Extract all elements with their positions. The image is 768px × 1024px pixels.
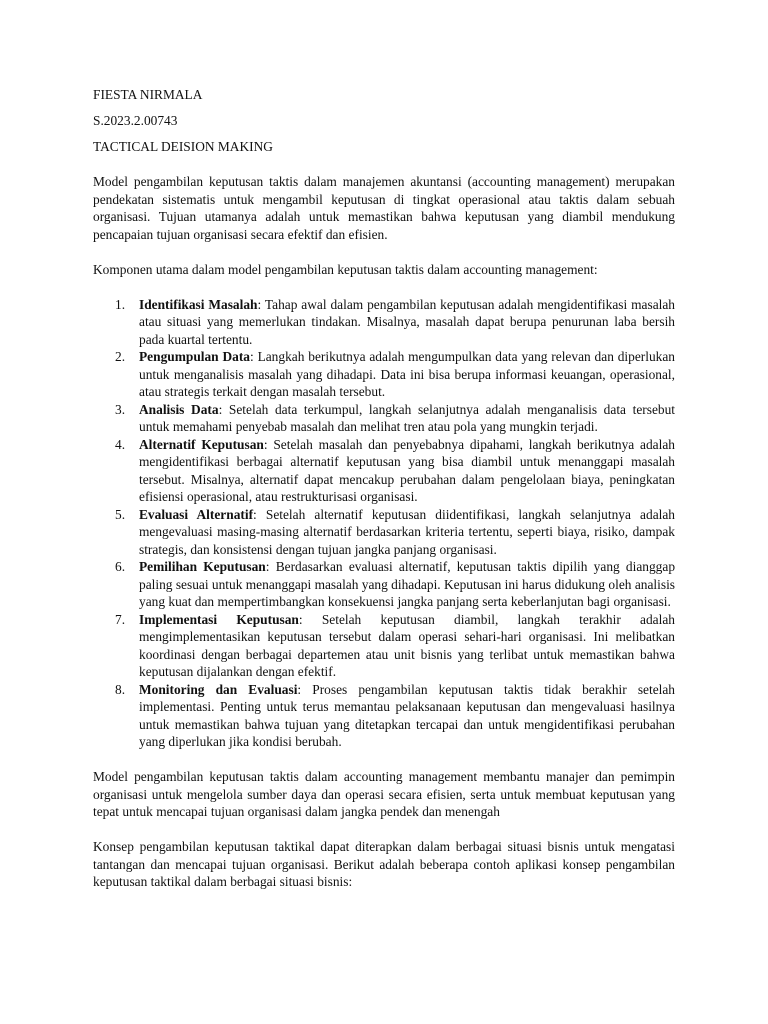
steps-list [93, 296, 675, 751]
intro-paragraph: Model pengambilan keputusan taktis dalam manajemen akuntansi (accounting management) merupakan pendekatan sistematis untuk mengambil keputusan di tingkat operasional atau taktis dalam sebuah organisasi. Tujuan utamanya adalah untuk memastikan bahwa keputusan yang diambil mendukung pencapaian tujuan organisasi secara efektif dan efisien. [93, 174, 675, 242]
document-page [93, 86, 675, 891]
document-title: TACTICAL DEISION MAKING [93, 139, 273, 154]
list-item-number: 8. [115, 681, 126, 697]
list-item-number: 4. [115, 436, 126, 452]
list-item-number: 6. [115, 559, 126, 574]
list-item-text: : Setelah masalah dan penyebabnya dipahami, langkah berikutnya adalah mengidentifikasi berbagai alternatif keputusan yang bisa diambil untuk menanggapi masalah tersebut. Misalnya, alternatif dapat mencakup perubahan dalam pengelolaan biaya, peningkatan efisiensi operasional, atau restrukturisasi organisasi. [139, 436, 675, 504]
student-id: S.2023.2.00743 [93, 113, 178, 128]
list-item [93, 296, 675, 349]
list-item-term: Evaluasi Alternatif [139, 506, 254, 522]
list-item-text: : Setelah keputusan diambil, langkah terakhir adalah mengimplementasikan keputusan tersebut dalam operasi sehari-hari organisasi. Ini melibatkan koordinasi dengan berbagai departemen atau unit bisnis yang terlibat untuk memastikan bahwa keputusan dijalankan dengan efektif. [139, 611, 675, 679]
list-item-term: Implementasi Keputusan [139, 611, 299, 627]
list-item-text: : Setelah alternatif keputusan diidentifikasi, langkah selanjutnya adalah mengevaluasi masing-masing alternatif berdasarkan kriteria tertentu, seperti biaya, risiko, dampak strategis, dan konsistensi dengan tujuan jangka panjang organisasi. [139, 506, 675, 557]
list-item-term: Analisis Data [139, 401, 219, 417]
list-item-text: : Tahap awal dalam pengambilan keputusan adalah mengidentifikasi masalah atau situasi yang memerlukan tindakan. Misalnya, masalah dapat berupa penurunan laba bersih pada kuartal tertentu. [139, 296, 676, 347]
list-item [93, 558, 675, 611]
list-item [93, 348, 675, 401]
concept-paragraph: Konsep pengambilan keputusan taktikal dapat diterapkan dalam berbagai situasi bisnis untuk mengatasi tantangan dan mencapai tujuan organisasi. Berikut adalah beberapa contoh aplikasi konsep pengambilan keputusan taktikal dalam berbagai situasi bisnis: [93, 839, 675, 889]
list-item-number: 3. [115, 401, 126, 417]
list-item-text: : Berdasarkan evaluasi alternatif, keputusan taktis dipilih yang dianggap paling sesuai untuk menanggapi masalah yang dihadapi. Keputusan ini harus didukung oleh analisis yang kuat dan mempertimbangkan konsekuensi jangka panjang serta keberlanjutan bagi organisasi. [139, 559, 676, 609]
list-item [93, 611, 675, 681]
list-item-text: : Setelah data terkumpul, langkah selanjutnya adalah menganalisis data tersebut untuk memahami penyebab masalah dan melihat tren atau pola yang mungkin terjadi. [139, 401, 676, 434]
list-item [93, 436, 675, 506]
list-item [93, 681, 675, 751]
list-item-number: 7. [115, 611, 126, 627]
list-item-term: Monitoring dan Evaluasi [139, 681, 298, 697]
list-item-text: : Langkah berikutnya adalah mengumpulkan data yang relevan dan diperlukan untuk menganalisis masalah yang dihadapi. Data ini bisa berupa informasi keuangan, operasional, atau strategis terkait dengan masalah tersebut. [139, 349, 675, 399]
list-item-term: Identifikasi Masalah [139, 296, 258, 312]
summary-paragraph: Model pengambilan keputusan taktis dalam accounting management membantu manajer dan pemimpin organisasi untuk mengelola sumber daya dan operasi secara efisien, serta untuk membuat keputusan yang tepat untuk mencapai tujuan organisasi dalam jangka pendek dan menengah [93, 769, 675, 819]
list-item-term: Pemilihan Keputusan [139, 559, 266, 574]
components-intro-paragraph: Komponen utama dalam model pengambilan keputusan taktis dalam accounting management: [93, 261, 598, 277]
author-name: FIESTA NIRMALA [93, 87, 203, 102]
list-item-term: Pengumpulan Data [139, 349, 250, 364]
list-item-number: 5. [115, 506, 126, 522]
list-item [93, 401, 675, 436]
list-item-number: 2. [115, 349, 126, 364]
list-item-term: Alternatif Keputusan [139, 436, 264, 452]
list-item [93, 506, 675, 559]
list-item-text: : Proses pengambilan keputusan taktis tidak berakhir setelah implementasi. Penting untuk terus memantau pelaksanaan keputusan dan mengevaluasi hasilnya untuk memastikan bahwa tujuan yang ditetapkan tercapai dan untuk mengidentifikasi perubahan yang diperlukan jika kondisi berubah. [139, 681, 675, 749]
list-item-number: 1. [115, 296, 126, 312]
